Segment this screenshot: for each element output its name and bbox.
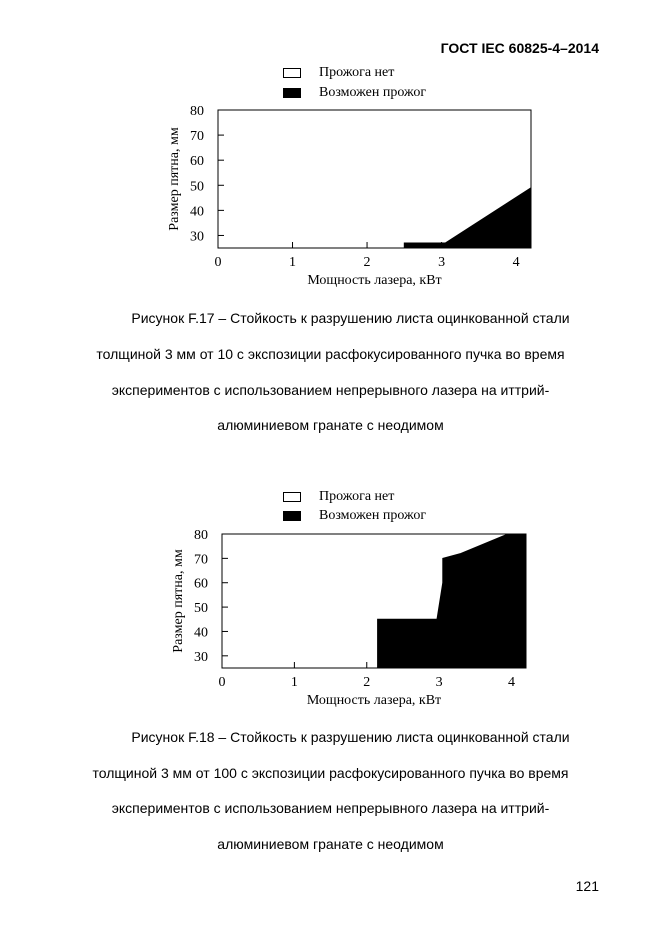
x-axis-label: Мощность лазера, кВт [307,273,442,288]
caption-line: алюминиевом гранате с неодимом [217,836,444,852]
legend-label: Возможен прожог [319,508,427,523]
y-tick-label: 80 [194,528,208,543]
burn-area [378,534,526,668]
x-tick-label: 3 [438,255,446,270]
y-axis-label: Размер пятна, мм [171,549,186,653]
y-tick-label: 80 [190,104,204,119]
y-tick-label: 30 [194,649,208,665]
x-tick-label: 3 [435,675,443,690]
x-tick-label: 0 [218,675,226,690]
x-tick-label: 2 [363,255,371,270]
y-tick-label: 70 [194,552,208,568]
caption-line: экспериментов с использованием непрерывного лазера на иттрий- [111,800,550,816]
legend-label: Прожога нет [319,489,395,504]
y-tick-label: 30 [190,229,204,245]
y-tick-label: 60 [190,154,204,170]
y-tick-label: 40 [194,625,208,641]
x-tick-label: 0 [214,255,222,270]
x-tick-label: 1 [290,675,298,690]
caption-line: алюминиевом гранате с неодимом [217,417,444,433]
x-tick-label: 4 [508,675,516,690]
caption-line: Рисунок F.17 – Стойкость к разрушению листа оцинкованной стали [131,310,570,326]
y-tick-label: 50 [194,601,208,617]
page-number: 121 [575,878,599,894]
x-axis-label: Мощность лазера, кВт [306,693,442,708]
y-tick-label: 70 [190,129,204,145]
standard-header: ГОСТ IEC 60825-4–2014 [440,40,599,56]
caption-line: толщиной 3 мм от 100 с экспозиции расфокусированного пучка во время [92,765,569,781]
y-tick-label: 40 [190,204,204,220]
y-tick-label: 60 [194,576,208,592]
legend-label: Возможен прожог [319,85,427,100]
y-axis-label: Размер пятна, мм [167,127,182,231]
x-tick-label: 1 [289,255,297,270]
caption-line: Рисунок F.18 – Стойкость к разрушению листа оцинкованной стали [131,729,570,745]
caption-line: экспериментов с использованием непрерывного лазера на иттрий- [111,382,550,398]
legend-label: Прожога нет [319,65,395,80]
y-tick-label: 50 [190,179,204,195]
x-tick-label: 2 [363,675,371,690]
x-tick-label: 4 [512,255,520,270]
caption-line: толщиной 3 мм от 10 с экспозиции расфокусированного пучка во время [96,346,565,362]
